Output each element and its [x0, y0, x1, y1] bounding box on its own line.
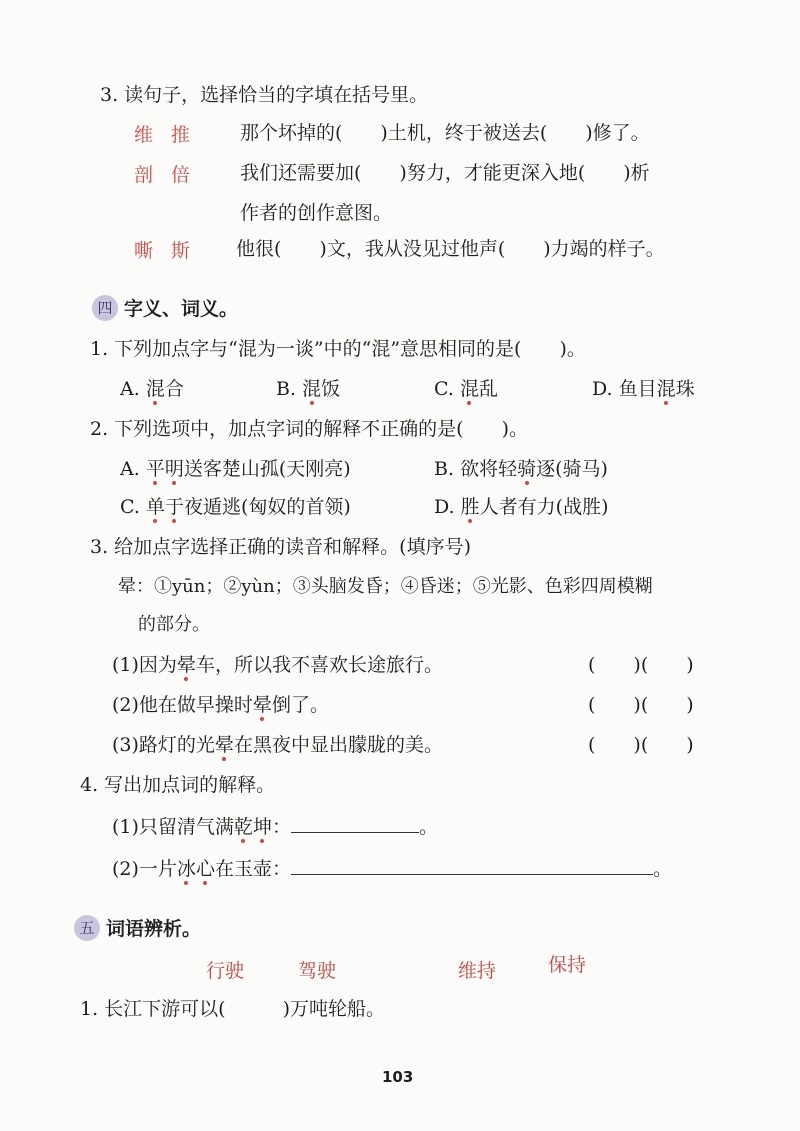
s4-q1-option-d — [592, 376, 695, 402]
s4-q3-item-2-blanks[interactable]: ( )( ) — [588, 694, 694, 716]
item-text: (3)路灯的光 — [112, 734, 215, 756]
option-label: B. — [276, 378, 297, 400]
section-5-title: 词语辨析。 — [106, 918, 202, 940]
page-number: 103 — [382, 1068, 414, 1086]
dotted-char: 骑 — [517, 458, 537, 480]
dotted-char: 晕 — [214, 734, 234, 756]
answer-line-2[interactable] — [291, 856, 653, 875]
s4-q4-item-1 — [112, 814, 438, 840]
option-text: 乱 — [478, 378, 498, 400]
dotted-char: 晕 — [176, 654, 196, 676]
s4-q4-item-2 — [112, 856, 672, 882]
dotted-char: 胜 — [460, 496, 480, 518]
s4-q2-option-a — [120, 456, 351, 482]
section-4-title: 字义、词义。 — [124, 298, 239, 320]
item-text: 在黑夜中显出朦胧的美。 — [233, 734, 443, 756]
s5-q1: 1. 长江下游可以( )万吨轮船。 — [80, 998, 385, 1020]
s4-q2-option-c — [120, 494, 351, 520]
item-text: 在玉壶： — [214, 858, 291, 880]
s4-q3-item-3 — [112, 732, 443, 758]
q3-row2-text2: 作者的创作意图。 — [240, 202, 393, 224]
dotted-char: 混 — [302, 378, 322, 400]
option-text: 人者有力(战胜) — [479, 496, 609, 518]
option-text: 送客楚山孤(天刚亮) — [183, 458, 351, 480]
q3-row2-choices: 剖 倍 — [134, 164, 197, 186]
answer-line-1[interactable] — [291, 814, 419, 833]
q3-row3-text: 他很( )文，我从没见过他声( )力竭的样子。 — [236, 238, 665, 260]
item-text: ： — [271, 816, 291, 838]
option-text: 饭 — [321, 378, 341, 400]
item-text: 车，所以我不喜欢长途旅行。 — [195, 654, 443, 676]
dotted-char: 心 — [195, 858, 215, 880]
option-label: C. — [120, 496, 140, 518]
s4-q3-item-1 — [112, 652, 443, 678]
option-label: B. — [434, 458, 455, 480]
q3-row3-choices: 嘶 斯 — [134, 240, 197, 262]
handwritten-word-4: 保持 — [548, 954, 587, 976]
s4-q1-stem — [90, 336, 586, 362]
s4-q1-option-a — [120, 376, 184, 402]
item-text: (2)他在做早操时 — [112, 694, 253, 716]
item-text: (2)一片 — [112, 858, 177, 880]
handwritten-word-3: 维持 — [458, 960, 497, 982]
dotted-char: 混 — [459, 378, 479, 400]
option-text: 逐(骑马) — [536, 458, 608, 480]
section-4-badge: 四 — [92, 295, 118, 321]
q3-stem: 3. 读句子，选择恰当的字填在括号里。 — [100, 84, 429, 106]
item-text: (1)因为 — [112, 654, 177, 676]
dotted-char: 混 — [656, 378, 676, 400]
section-5-header — [74, 914, 201, 941]
option-text: 欲将轻 — [460, 458, 518, 480]
dotted-char: 晕 — [252, 694, 272, 716]
item-text: 。 — [652, 858, 672, 880]
q3-row2-text: 我们还需要加( )努力，才能更深入地( )析 — [240, 162, 650, 184]
s4-q2-option-b — [434, 456, 608, 482]
s4-q1-stem-mid: 混 — [237, 338, 257, 360]
dotted-char: 坤 — [252, 816, 272, 838]
item-text: (1)只留清气满 — [112, 816, 234, 838]
s4-q4-stem: 4. 写出加点词的解释。 — [80, 774, 276, 796]
option-text: 鱼目 — [618, 378, 657, 400]
option-label: C. — [434, 378, 454, 400]
option-label: A. — [120, 458, 140, 480]
option-text: 珠 — [675, 378, 695, 400]
item-text: 倒了。 — [271, 694, 329, 716]
q3-row1-text: 那个坏掉的( )土机，终于被送去( )修了。 — [240, 122, 650, 144]
option-label: D. — [434, 496, 455, 518]
q3-row1-choices: 维 推 — [134, 124, 197, 146]
s4-q3-item-3-blanks[interactable]: ( )( ) — [588, 734, 694, 756]
s4-q1-stem-rest: 为一谈”中的“混”意思相同的是( )。 — [256, 338, 586, 360]
dotted-char: 单 — [145, 496, 165, 518]
s4-q3-item-1-blanks[interactable]: ( )( ) — [588, 654, 694, 676]
s4-q2-stem: 2. 下列选项中，加点字词的解释不正确的是( )。 — [90, 418, 528, 440]
option-label: A. — [120, 378, 140, 400]
section-4-header — [92, 294, 238, 321]
dotted-char: 平 — [145, 458, 165, 480]
s4-q3-definition: 晕：①yūn；②yùn；③头脑发昏；④昏迷；⑤光影、色彩四周模糊 — [118, 576, 653, 597]
s4-q2-option-d — [434, 494, 609, 520]
handwritten-word-1: 行驶 — [206, 960, 245, 982]
dotted-char: 明 — [164, 458, 184, 480]
s4-q1-stem-pre: 1. 下列加点字与“ — [90, 338, 238, 360]
s4-q3-item-2 — [112, 692, 329, 718]
dotted-char: 于 — [164, 496, 184, 518]
dotted-char: 乾 — [233, 816, 253, 838]
option-text: 合 — [164, 378, 184, 400]
s4-q1-option-b — [276, 376, 340, 402]
option-label: D. — [592, 378, 613, 400]
dotted-char: 混 — [145, 378, 165, 400]
s4-q3-stem: 3. 给加点字选择正确的读音和解释。(填序号) — [90, 536, 471, 558]
section-5-badge: 五 — [74, 915, 100, 941]
dotted-char: 冰 — [176, 858, 196, 880]
s4-q3-definition-cont: 的部分。 — [138, 614, 210, 635]
s4-q1-option-c — [434, 376, 498, 402]
option-text: 夜遁逃(匈奴的首领) — [183, 496, 351, 518]
item-text: 。 — [418, 816, 438, 838]
handwritten-word-2: 驾驶 — [298, 960, 337, 982]
